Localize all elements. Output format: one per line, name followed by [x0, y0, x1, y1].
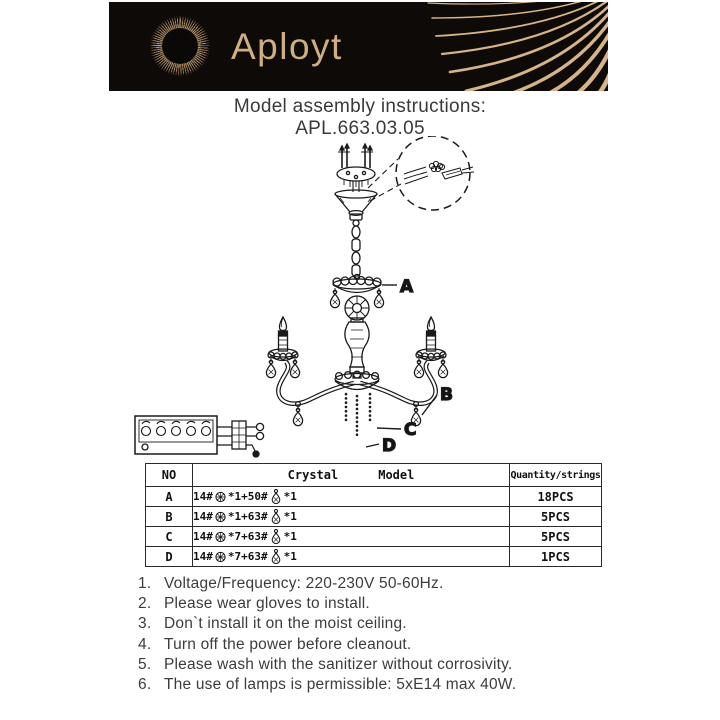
crystal-drop-icon [270, 549, 282, 564]
row-quantity: 18PCS [510, 487, 602, 507]
row-quantity: 5PCS [510, 527, 602, 547]
instruction-item: 3. Don`t install it on the moist ceiling. [138, 615, 407, 633]
crystal-drop-icon [270, 509, 282, 524]
starburst-logo-icon [138, 4, 222, 88]
row-quantity: 5PCS [510, 507, 602, 527]
col-header-no: NO [146, 464, 193, 487]
label-a [382, 277, 414, 297]
table-row [146, 527, 602, 547]
col-header-crystal-model: Crystal Model [193, 464, 510, 487]
crystal-bead-icon [215, 550, 226, 563]
svg-text:D: D [382, 436, 397, 456]
label-d [366, 436, 396, 456]
svg-text:C: C [404, 420, 417, 440]
row-no: B [146, 507, 193, 527]
bead-strings [346, 394, 370, 437]
instruction-item: 4. Turn off the power before cleanout. [138, 635, 412, 653]
crystal-bead-icon [215, 510, 226, 523]
row-model: 14# *1+50# *1 [193, 487, 510, 507]
crystal-drop-icon [270, 529, 282, 544]
mounting-bolts [338, 144, 373, 168]
instruction-item: 1. Voltage/Frequency: 220-230V 50-60Hz. [138, 575, 444, 592]
row-model: 14# *7+63# *1 [193, 547, 510, 567]
table-header-row [146, 464, 602, 487]
decorative-rays [418, 2, 608, 91]
arm-right [360, 362, 436, 426]
row-model: 14# *1+63# *1 [193, 507, 510, 527]
crystal-bead-icon [215, 530, 226, 543]
center-column [345, 318, 369, 378]
row-no: C [146, 527, 193, 547]
table-row [146, 507, 602, 527]
row-no: A [146, 487, 193, 507]
instruction-item: 5. Please wash with the sanitizer without corrosivity. [138, 655, 513, 673]
title-block [0, 96, 720, 140]
row-quantity: 1PCS [510, 547, 602, 567]
brand-wordmark: Aployt [231, 25, 343, 67]
wiring-inset [368, 136, 474, 210]
table-row [146, 547, 602, 567]
svg-text:A: A [400, 277, 414, 297]
mounting-plate [337, 167, 375, 187]
row-no: D [146, 547, 193, 567]
crystal-bead-icon [215, 490, 226, 503]
svg-text:B: B [440, 385, 453, 405]
candle-right [414, 317, 447, 378]
row-model: 14# *7+63# *1 [193, 527, 510, 547]
table-row [146, 487, 602, 507]
terminal-block-diagram [135, 416, 264, 457]
candle-left [266, 317, 299, 378]
chandelier-diagram [120, 136, 492, 470]
parts-table [145, 463, 602, 567]
rosette-ball [345, 296, 369, 320]
instructions-list [138, 574, 608, 695]
model-number: APL.663.03.05 [295, 118, 425, 139]
chain [352, 220, 360, 276]
col-header-quantity: Quantity/strings [510, 464, 602, 487]
crystal-drop-icon [270, 489, 282, 504]
arm-left [278, 362, 354, 426]
brand-banner [109, 2, 608, 91]
instruction-item: 2. Please wear gloves to install. [138, 595, 370, 613]
instruction-item: 6. The use of lamps is permissible: 5xE14 max 40W. [138, 676, 517, 694]
page-title: Model assembly instructions: [233, 96, 487, 117]
